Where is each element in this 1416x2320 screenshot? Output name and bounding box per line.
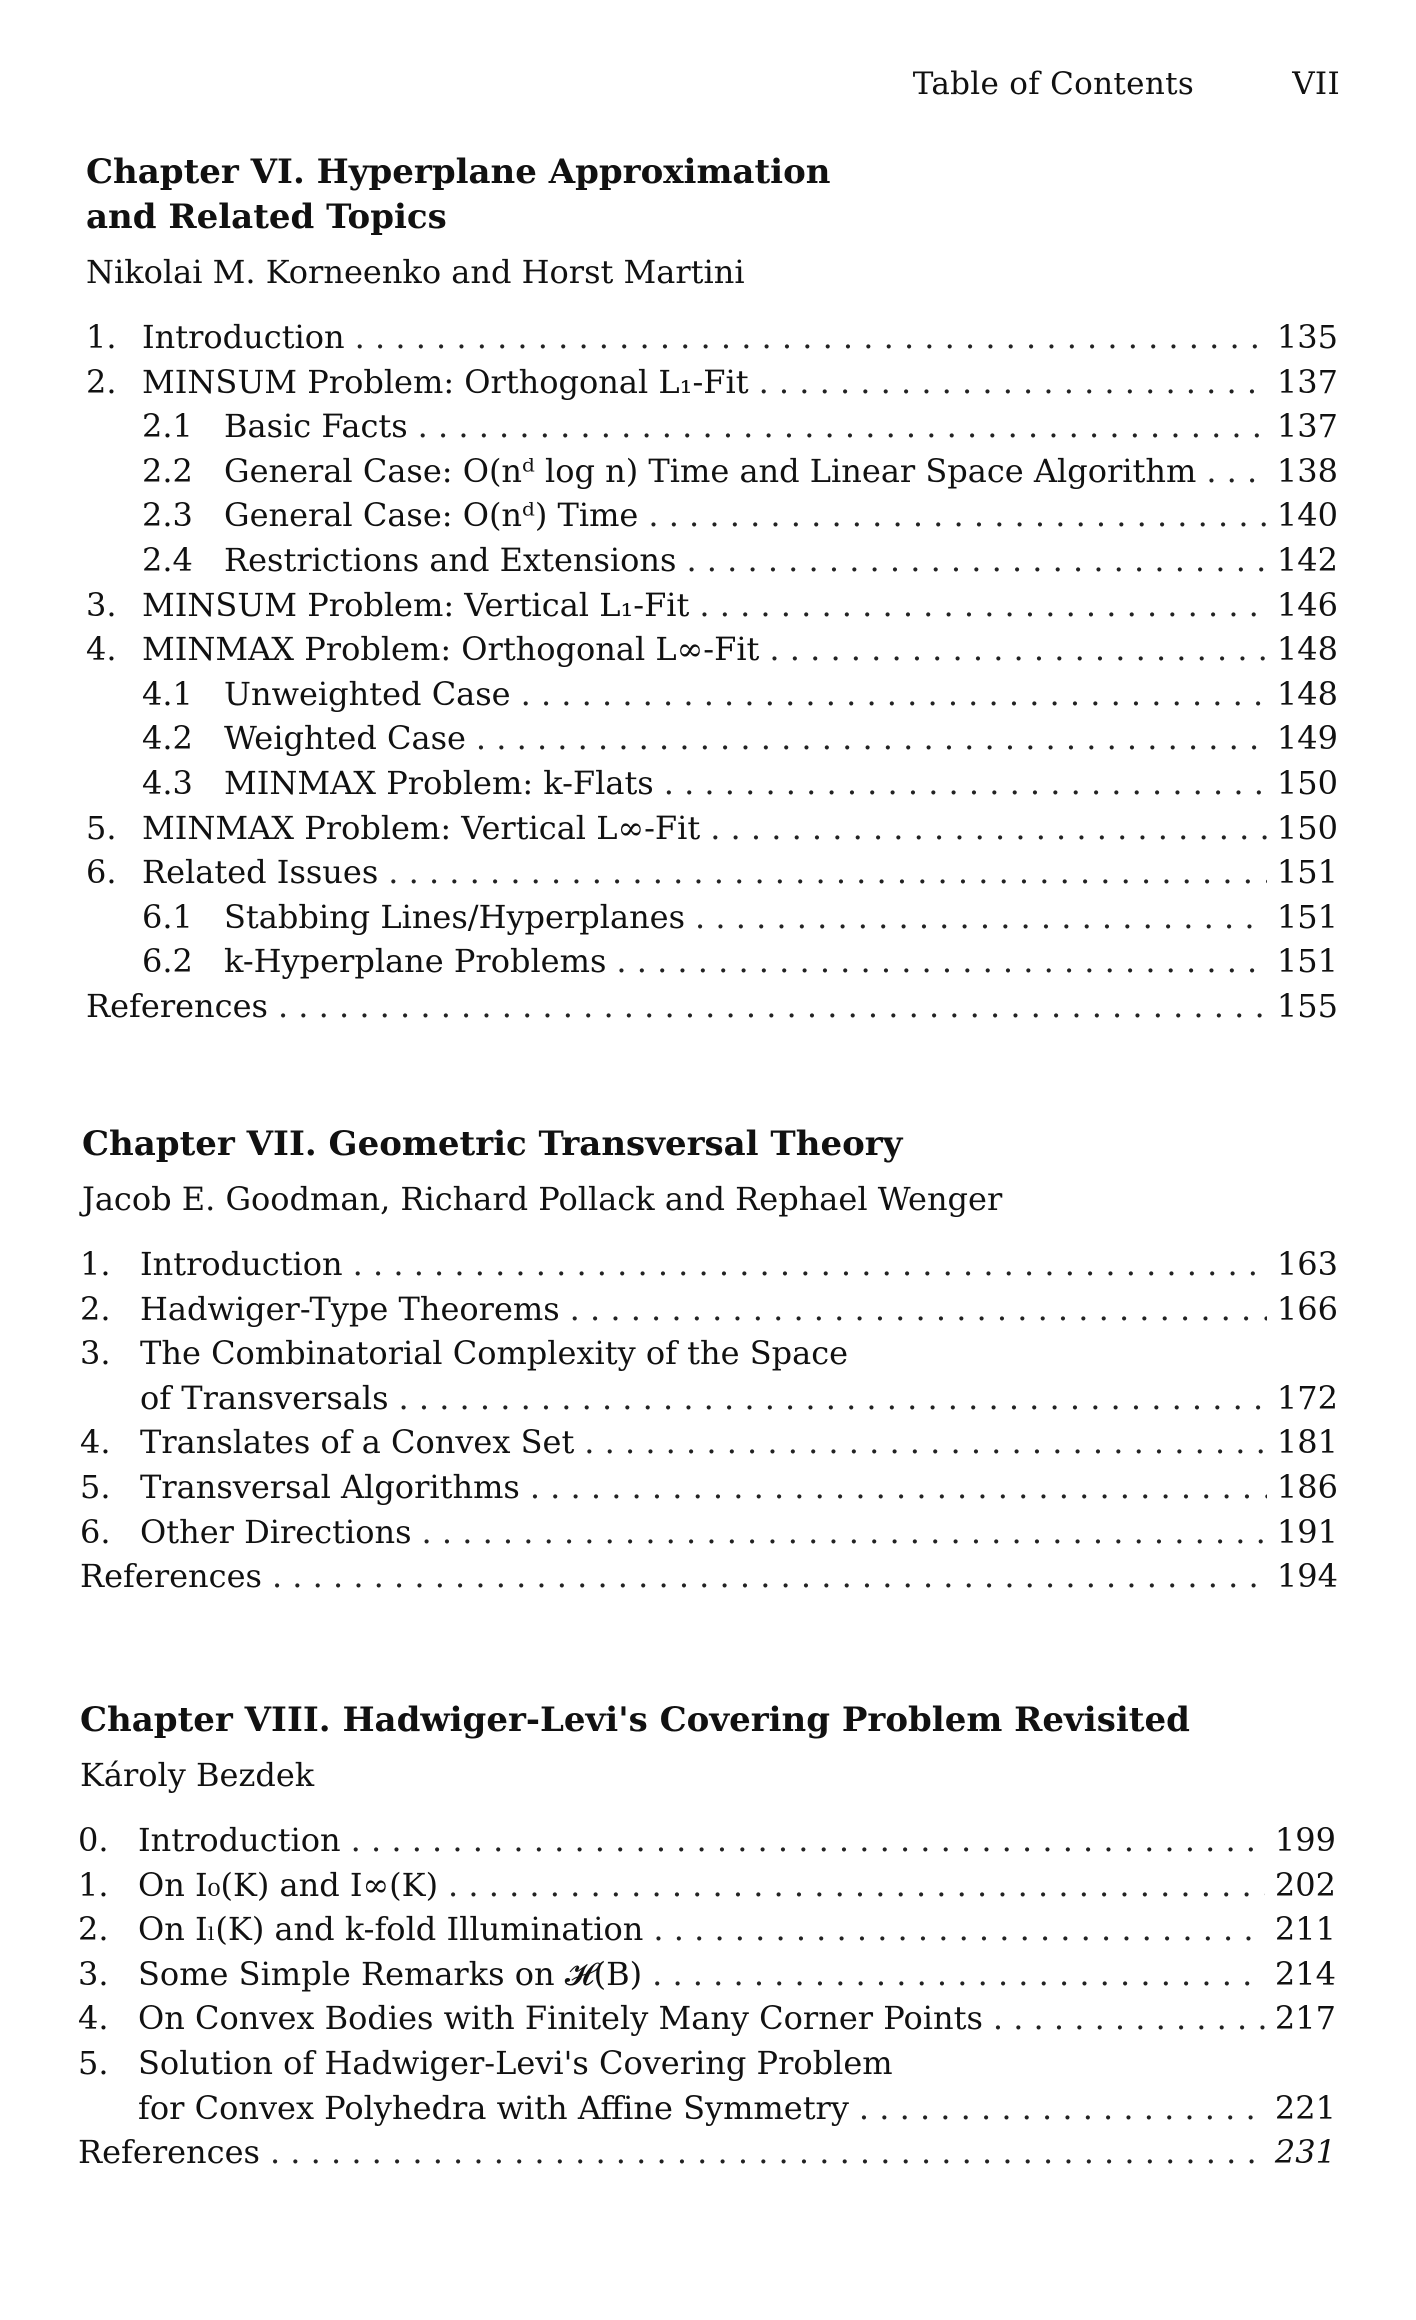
entry-label: of Transversals <box>140 1378 389 1417</box>
entry-label: MINSUM Problem: Orthogonal L₁-Fit <box>142 362 749 401</box>
entry-page: 186 <box>1276 1467 1338 1506</box>
leader-dots <box>422 1510 1267 1555</box>
toc-entry[interactable] <box>78 2086 1336 2131</box>
leader-dots <box>993 1996 1265 2041</box>
entry-number: 3. <box>86 585 117 624</box>
toc-entry[interactable] <box>86 850 1338 895</box>
entry-label: References <box>86 986 268 1025</box>
entry-number: 4. <box>78 1999 109 2038</box>
toc-entry[interactable] <box>86 627 1338 672</box>
entry-page: 181 <box>1276 1423 1338 1462</box>
toc-entry-references[interactable] <box>80 1554 1338 1599</box>
leader-dots <box>355 315 1267 360</box>
entry-page: 150 <box>1276 808 1338 847</box>
chapter-title: Chapter VIII. Hadwiger-Levi's Covering Problem Revisited <box>80 1700 1190 1740</box>
running-head-page-number: VII <box>1292 66 1340 102</box>
entry-number: 6. <box>86 853 117 892</box>
leader-dots <box>652 1952 1265 1997</box>
toc-list <box>78 1818 1336 2175</box>
leader-dots <box>570 1287 1267 1332</box>
toc-entry[interactable] <box>86 449 1338 494</box>
entry-label: On Iₗ(K) and k-fold Illumination <box>138 1910 644 1949</box>
toc-entry[interactable] <box>86 360 1338 405</box>
toc-entry[interactable] <box>80 1376 1338 1421</box>
leader-dots <box>1206 449 1267 494</box>
entry-label: Translates of a Convex Set <box>140 1423 575 1462</box>
entry-page: 151 <box>1276 897 1338 936</box>
leader-dots <box>448 1863 1265 1908</box>
entry-page: 140 <box>1276 496 1338 535</box>
toc-entry[interactable] <box>86 493 1338 538</box>
leader-dots <box>278 984 1267 1029</box>
entry-label: Restrictions and Extensions <box>224 540 677 579</box>
toc-entry[interactable] <box>80 1465 1338 1510</box>
entry-label: MINMAX Problem: Orthogonal L∞-Fit <box>142 630 760 669</box>
toc-entry[interactable] <box>86 672 1338 717</box>
entry-page: 137 <box>1276 362 1338 401</box>
leader-dots <box>351 1818 1265 1863</box>
leader-dots <box>584 1420 1267 1465</box>
entry-number: 4.1 <box>142 674 193 713</box>
leader-dots <box>769 627 1267 672</box>
entry-label: On Convex Bodies with Finitely Many Corner Points <box>138 1999 983 2038</box>
entry-label: MINMAX Problem: k-Flats <box>224 763 654 802</box>
leader-dots <box>686 538 1266 583</box>
entry-page: 217 <box>1274 1999 1336 2038</box>
entry-number: 4.2 <box>142 719 193 758</box>
entry-page: 231 <box>1274 2133 1336 2172</box>
leader-dots <box>272 1554 1267 1599</box>
entry-number: 3. <box>78 1954 109 1993</box>
entry-page: 163 <box>1276 1245 1338 1283</box>
entry-label: for Convex Polyhedra with Affine Symmetry <box>138 2088 849 2127</box>
entry-label: Related Issues <box>142 853 379 892</box>
toc-entry[interactable] <box>86 939 1338 984</box>
entry-label: Basic Facts <box>224 407 408 446</box>
chapter-title-line-1: Chapter VI. Hyperplane Approximation <box>86 152 831 192</box>
entry-page: 214 <box>1274 1954 1336 1993</box>
entry-number: 4. <box>80 1423 111 1462</box>
entry-number: 1. <box>80 1245 111 1283</box>
entry-label: Introduction <box>140 1245 343 1283</box>
entry-page: 148 <box>1276 674 1338 713</box>
chapter-vii <box>0 1122 1416 1599</box>
leader-dots <box>699 583 1267 628</box>
entry-number: 3. <box>80 1334 111 1373</box>
chapter-authors: Károly Bezdek <box>80 1756 315 1794</box>
entry-number: 2. <box>78 1910 109 1949</box>
entry-page: 137 <box>1276 407 1338 446</box>
entry-label: Hadwiger-Type Theorems <box>140 1289 560 1328</box>
entry-label: k-Hyperplane Problems <box>224 942 607 981</box>
entry-label: Introduction <box>142 318 345 356</box>
entry-page: 138 <box>1276 451 1338 490</box>
chapter-authors: Jacob E. Goodman, Richard Pollack and Rephael Wenger <box>82 1180 1003 1218</box>
leader-dots <box>710 806 1267 851</box>
entry-label: Transversal Algorithms <box>140 1467 520 1506</box>
entry-number: 2.4 <box>142 540 193 579</box>
toc-entry-first-line[interactable] <box>78 2041 1336 2086</box>
leader-dots <box>418 404 1267 449</box>
entry-number: 5. <box>78 2043 109 2082</box>
toc-entry[interactable] <box>80 1510 1338 1555</box>
toc-entry-first-line[interactable] <box>80 1331 1338 1376</box>
toc-entry[interactable] <box>80 1287 1338 1332</box>
entry-page: 166 <box>1276 1289 1338 1328</box>
entry-label: Some Simple Remarks on 𝓗(B) <box>138 1954 643 1993</box>
entry-page: 135 <box>1276 318 1338 356</box>
entry-number: 6.2 <box>142 942 193 981</box>
leader-dots <box>859 2086 1265 2131</box>
chapter-title <box>86 150 1416 240</box>
entry-page: 194 <box>1276 1557 1338 1596</box>
toc-entry[interactable] <box>86 538 1338 583</box>
toc-entry[interactable] <box>86 895 1338 940</box>
entry-label: MINSUM Problem: Vertical L₁-Fit <box>142 585 690 624</box>
toc-entry[interactable] <box>78 1996 1336 2041</box>
entry-label: Introduction <box>138 1821 341 1859</box>
entry-number: 2.3 <box>142 496 193 535</box>
toc-entry[interactable] <box>86 315 1338 360</box>
entry-number: 2. <box>80 1289 111 1328</box>
entry-page: 146 <box>1276 585 1338 624</box>
leader-dots <box>653 1907 1265 1952</box>
entry-page: 151 <box>1276 942 1338 981</box>
toc-entry[interactable] <box>78 1952 1336 1997</box>
leader-dots <box>476 716 1267 761</box>
chapter-title: Chapter VII. Geometric Transversal Theory <box>82 1124 903 1164</box>
entry-label: Weighted Case <box>224 719 466 758</box>
entry-page: 221 <box>1274 2088 1336 2127</box>
toc-list <box>86 315 1338 1029</box>
entry-number: 6.1 <box>142 897 193 936</box>
toc-list <box>80 1242 1338 1599</box>
entry-label: Stabbing Lines/Hyperplanes <box>224 897 686 936</box>
entry-number: 1. <box>86 318 117 356</box>
leader-dots <box>521 672 1267 717</box>
entry-label: References <box>78 2133 260 2172</box>
toc-entry[interactable] <box>86 806 1338 851</box>
chapter-vi <box>0 150 1416 1029</box>
leader-dots <box>530 1465 1267 1510</box>
leader-dots <box>353 1242 1267 1287</box>
entry-label: Other Directions <box>140 1512 412 1551</box>
entry-page: 191 <box>1276 1512 1338 1551</box>
entry-page: 151 <box>1276 853 1338 892</box>
toc-entry-references[interactable] <box>86 984 1338 1029</box>
entry-page: 155 <box>1276 986 1338 1025</box>
entry-number: 2. <box>86 362 117 401</box>
entry-label: General Case: O(nᵈ log n) Time and Linear Space Algorithm <box>224 451 1197 490</box>
entry-label: Solution of Hadwiger-Levi's Covering Problem <box>138 2043 893 2082</box>
entry-label: General Case: O(nᵈ) Time <box>224 496 639 535</box>
toc-entry-references[interactable] <box>78 2130 1336 2175</box>
entry-number: 6. <box>80 1512 111 1551</box>
entry-label: Unweighted Case <box>224 674 511 713</box>
toc-entry[interactable] <box>78 1907 1336 1952</box>
running-head-title: Table of Contents <box>912 66 1195 102</box>
entry-page: 199 <box>1274 1821 1336 1859</box>
entry-page: 142 <box>1276 540 1338 579</box>
leader-dots <box>399 1376 1267 1421</box>
entry-number: 4.3 <box>142 763 193 802</box>
entry-number: 2.2 <box>142 451 193 490</box>
leader-dots <box>388 850 1267 895</box>
entry-page: 172 <box>1276 1378 1338 1417</box>
entry-page: 149 <box>1276 719 1338 758</box>
leader-dots <box>664 761 1267 806</box>
toc-entry[interactable] <box>86 716 1338 761</box>
toc-entry[interactable] <box>86 404 1338 449</box>
entry-page: 202 <box>1274 1865 1336 1904</box>
toc-entry[interactable] <box>86 583 1338 628</box>
entry-label: References <box>80 1557 262 1596</box>
entry-label: MINMAX Problem: Vertical L∞-Fit <box>142 808 701 847</box>
entry-page: 150 <box>1276 763 1338 802</box>
chapter-authors: Nikolai M. Korneenko and Horst Martini <box>86 253 745 291</box>
toc-entry[interactable] <box>86 761 1338 806</box>
leader-dots <box>616 939 1267 984</box>
entry-label: The Combinatorial Complexity of the Space <box>140 1334 849 1373</box>
leader-dots <box>695 895 1267 940</box>
entry-label: On I₀(K) and I∞(K) <box>138 1865 439 1904</box>
entry-number: 5. <box>86 808 117 847</box>
toc-entry[interactable] <box>78 1818 1336 1863</box>
toc-entry[interactable] <box>80 1420 1338 1465</box>
entry-number: 5. <box>80 1467 111 1506</box>
toc-entry[interactable] <box>78 1863 1336 1908</box>
chapter-title-line-2: and Related Topics <box>86 197 447 237</box>
entry-number: 0. <box>78 1821 109 1859</box>
leader-dots <box>270 2130 1265 2175</box>
toc-entry[interactable] <box>80 1242 1338 1287</box>
entry-number: 1. <box>78 1865 109 1904</box>
entry-page: 211 <box>1274 1910 1336 1949</box>
leader-dots <box>648 493 1267 538</box>
entry-number: 2.1 <box>142 407 193 446</box>
running-head <box>913 66 1340 102</box>
chapter-viii <box>0 1698 1416 2175</box>
leader-dots <box>759 360 1267 405</box>
entry-number: 4. <box>86 630 117 669</box>
entry-page: 148 <box>1276 630 1338 669</box>
